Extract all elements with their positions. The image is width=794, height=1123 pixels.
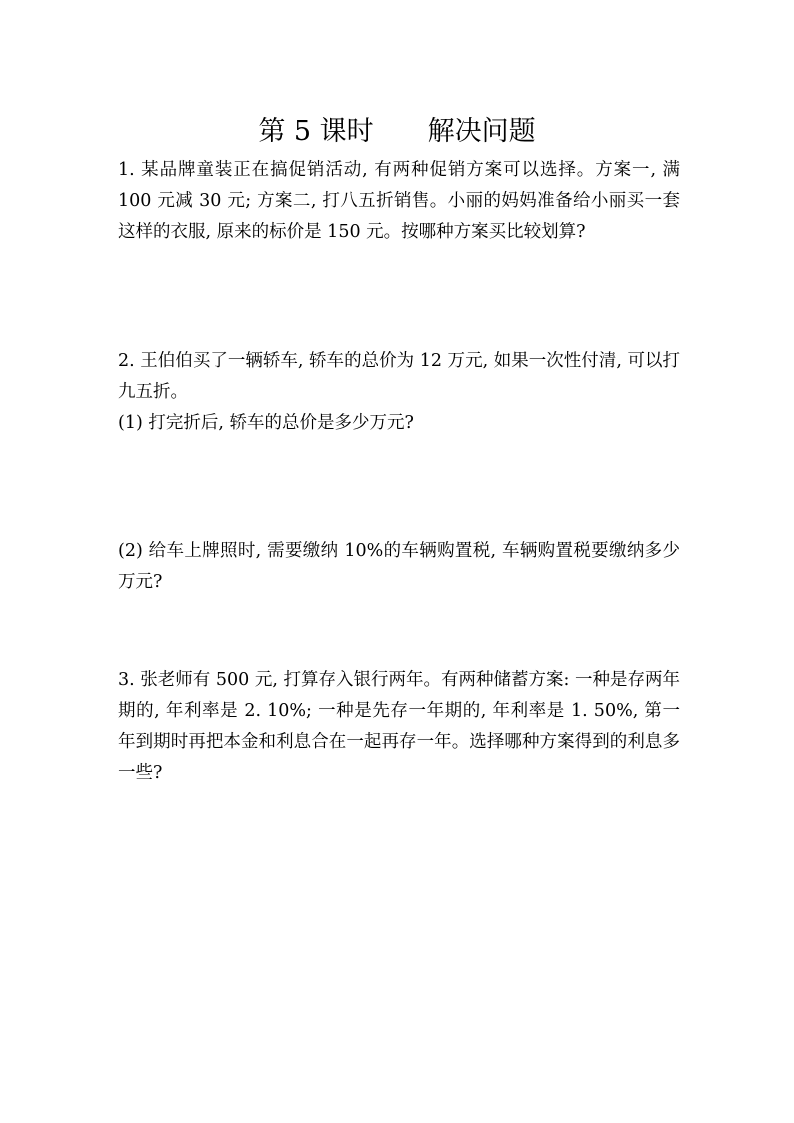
page-title: 第 5 课时 解决问题 [258, 116, 536, 147]
problem-3: 3. 张老师有 500 元, 打算存入银行两年。有两种储蓄方案: 一种是存两年期的, 年利率是 2. 10%; 一种是先存一年期的, 年利率是 1. 50%, 第一年到期时再把本金和利息合在一起再存一年。选择哪种方案得到的利息多一些? [118, 670, 680, 783]
problem-2-part-1: (1) 打完折后, 轿车的总价是多少万元? [118, 413, 414, 433]
problem-2-part-2: (2) 给车上牌照时, 需要缴纳 10%的车辆购置税, 车辆购置税要缴纳多少万元? [118, 541, 680, 592]
problem-2: 2. 王伯伯买了一辆轿车, 轿车的总价为 12 万元, 如果一次性付清, 可以打九五折。 [118, 351, 680, 402]
problem-1: 1. 某品牌童装正在搞促销活动, 有两种促销方案可以选择。方案一, 满 100 元减 30 元; 方案二, 打八五折销售。小丽的妈妈准备给小丽买一套这样的衣服, 原来的标价是 150 元。按哪种方案买比较划算? [118, 160, 680, 242]
